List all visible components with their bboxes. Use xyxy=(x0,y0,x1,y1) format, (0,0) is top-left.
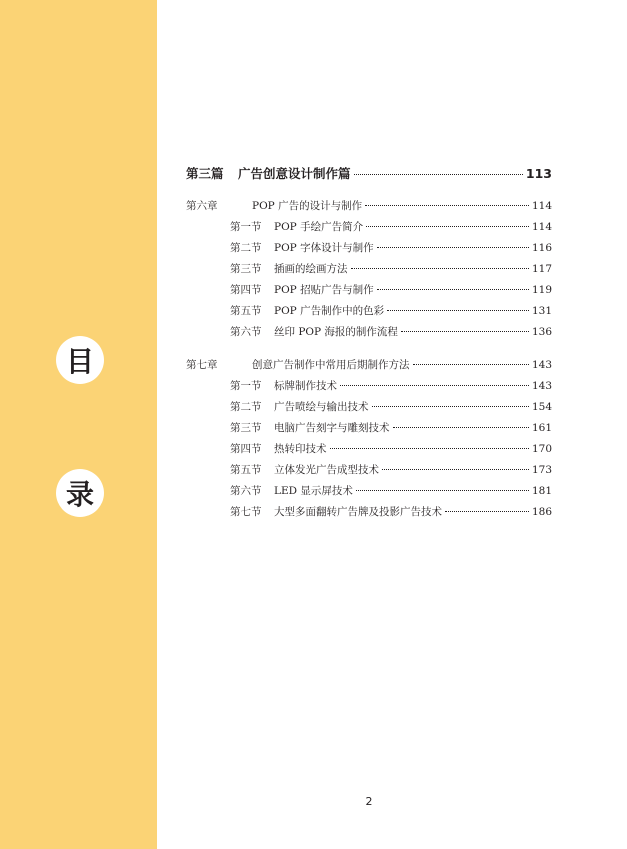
chapter-title: POP 广告的设计与制作 xyxy=(252,200,363,212)
section-label: 第七节 xyxy=(230,506,262,518)
section-title: POP 手绘广告简介 xyxy=(274,221,364,233)
section-label: 第五节 xyxy=(230,305,262,317)
toc-section-entry[interactable] xyxy=(186,441,552,462)
section-page: 181 xyxy=(531,485,552,497)
toc-section-entry[interactable] xyxy=(186,378,552,399)
leader-dots xyxy=(330,448,529,449)
section-title: POP 字体设计与制作 xyxy=(274,242,374,254)
chapter-page: 143 xyxy=(531,359,552,371)
table-of-contents xyxy=(186,164,552,525)
chapter-label: 第六章 xyxy=(186,200,218,212)
section-title: 插画的绘画方法 xyxy=(274,263,348,275)
leader-dots xyxy=(445,511,529,512)
toc-section-entry[interactable] xyxy=(186,324,552,345)
page-number: 2 xyxy=(365,795,373,808)
sidebar xyxy=(0,0,157,849)
badge-mu: 目 xyxy=(56,336,104,384)
leader-dots xyxy=(401,331,529,332)
leader-dots xyxy=(387,310,529,311)
badge-lu: 录 xyxy=(56,469,104,517)
section-label: 第六节 xyxy=(230,485,262,497)
section-page: 161 xyxy=(531,422,552,434)
leader-dots xyxy=(356,490,529,491)
toc-section-entry[interactable] xyxy=(186,219,552,240)
toc-section-entry[interactable] xyxy=(186,303,552,324)
section-title: POP 广告制作中的色彩 xyxy=(274,305,385,317)
section-title: 热转印技术 xyxy=(274,443,327,455)
leader-dots xyxy=(413,364,529,365)
section-page: 117 xyxy=(531,263,552,275)
toc-section-entry[interactable] xyxy=(186,261,552,282)
section-title: 丝印 POP 海报的制作流程 xyxy=(274,326,398,338)
toc-section-entry[interactable] xyxy=(186,399,552,420)
leader-dots xyxy=(382,469,529,470)
leader-dots xyxy=(377,247,529,248)
section-page: 114 xyxy=(531,221,552,233)
section-title: 标牌制作技术 xyxy=(274,380,337,392)
section-title: POP 招贴广告与制作 xyxy=(274,284,374,296)
section-page: 116 xyxy=(531,242,552,254)
section-label: 第五节 xyxy=(230,464,262,476)
section-label: 第三节 xyxy=(230,263,262,275)
section-page: 170 xyxy=(531,443,552,455)
section-label: 第二节 xyxy=(230,242,262,254)
section-label: 第二节 xyxy=(230,401,262,413)
leader-dots xyxy=(372,406,529,407)
chapter-page: 114 xyxy=(531,200,552,212)
section-page: 143 xyxy=(531,380,552,392)
leader-dots xyxy=(340,385,529,386)
toc-section-entry[interactable] xyxy=(186,240,552,261)
toc-chapter-entry[interactable] xyxy=(186,198,552,219)
section-label: 第六节 xyxy=(230,326,262,338)
part-label: 第三篇 xyxy=(186,166,224,181)
toc-section-entry[interactable] xyxy=(186,282,552,303)
toc-part-entry[interactable] xyxy=(186,164,552,184)
part-title: 广告创意设计制作篇 xyxy=(238,166,351,181)
chapter-title: 创意广告制作中常用后期制作方法 xyxy=(252,359,410,371)
section-page: 136 xyxy=(531,326,552,338)
leader-dots xyxy=(377,289,529,290)
section-label: 第一节 xyxy=(230,221,262,233)
section-page: 131 xyxy=(531,305,552,317)
toc-section-entry[interactable] xyxy=(186,462,552,483)
section-label: 第四节 xyxy=(230,443,262,455)
leader-dots xyxy=(354,174,523,175)
toc-section-entry[interactable] xyxy=(186,504,552,525)
leader-dots xyxy=(393,427,529,428)
leader-dots xyxy=(365,205,529,206)
section-label: 第四节 xyxy=(230,284,262,296)
toc-section-entry[interactable] xyxy=(186,483,552,504)
section-title: 立体发光广告成型技术 xyxy=(274,464,379,476)
chapter-label: 第七章 xyxy=(186,359,218,371)
section-title: 广告喷绘与输出技术 xyxy=(274,401,369,413)
part-page: 113 xyxy=(525,166,552,181)
section-page: 119 xyxy=(531,284,552,296)
section-title: 电脑广告刻字与雕刻技术 xyxy=(274,422,390,434)
section-page: 154 xyxy=(531,401,552,413)
section-page: 186 xyxy=(531,506,552,518)
leader-dots xyxy=(366,226,529,227)
toc-section-entry[interactable] xyxy=(186,420,552,441)
section-title: 大型多面翻转广告牌及投影广告技术 xyxy=(274,506,442,518)
section-page: 173 xyxy=(531,464,552,476)
section-label: 第一节 xyxy=(230,380,262,392)
section-title: LED 显示屏技术 xyxy=(274,485,353,497)
leader-dots xyxy=(351,268,529,269)
section-label: 第三节 xyxy=(230,422,262,434)
toc-chapter-entry[interactable] xyxy=(186,357,552,378)
